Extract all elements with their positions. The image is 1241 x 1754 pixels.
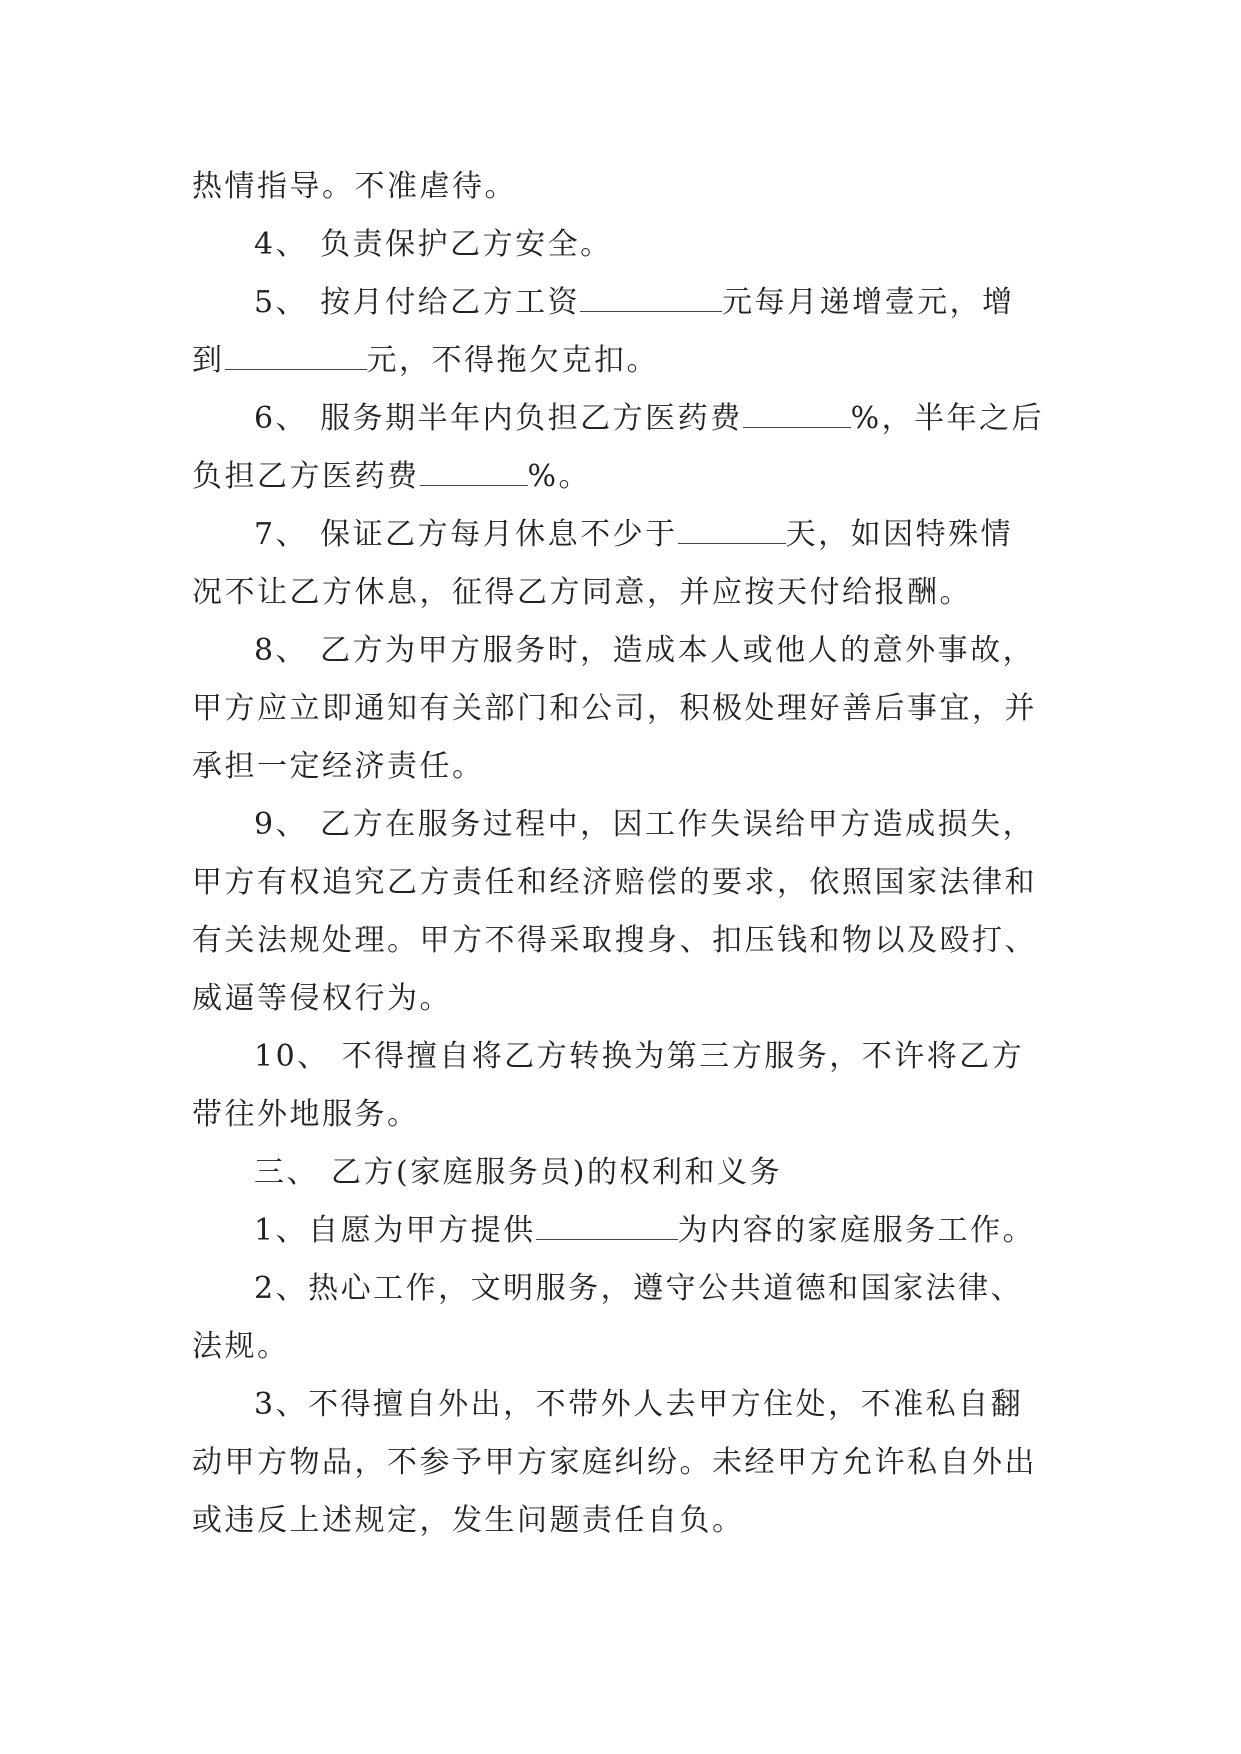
fill-blank: [225, 347, 367, 370]
text-line: [192, 448, 1072, 506]
text-line: 甲方有权追究乙方责任和经济赔偿的要求，依照国家法律和: [192, 865, 1037, 900]
text-line: 或违反上述规定，发生问题责任自负。: [192, 1503, 745, 1538]
text-line: 甲方应立即通知有关部门和公司，积极处理好善后事宜，并: [192, 691, 1037, 726]
text-fragment: 5、 按月付给乙方工资: [254, 285, 581, 320]
text-line: 10、 不得擅自将乙方转换为第三方服务，不许将乙方: [254, 1039, 1025, 1074]
section-heading: 三、 乙方(家庭服务员)的权利和义务: [254, 1155, 782, 1190]
text-line: 动甲方物品，不参予甲方家庭纠纷。未经甲方允许私自外出: [192, 1445, 1037, 1480]
fill-blank: [678, 521, 786, 544]
text-fragment: 7、 保证乙方每月休息不少于: [254, 517, 678, 552]
text-fragment: 6、 服务期半年内负担乙方医药费: [254, 401, 743, 436]
text-line: [192, 390, 1072, 448]
text-fragment: 到: [192, 343, 225, 378]
text-fragment: 天，如因特殊情: [785, 517, 1014, 552]
text-line: 8、 乙方为甲方服务时，造成本人或他人的意外事故，: [254, 633, 1036, 668]
text-line: [192, 332, 1072, 390]
text-line: 况不让乙方休息，征得乙方同意，并应按天付给报酬。: [192, 575, 972, 610]
text-fragment: 1、自愿为甲方提供: [254, 1213, 536, 1248]
text-line: [192, 1202, 1072, 1260]
text-fragment: 负担乙方医药费: [192, 459, 420, 494]
text-line: [192, 506, 1072, 564]
text-line: 热情指导。不准虐待。: [192, 169, 517, 204]
text-line: 2、热心工作，文明服务，遵守公共道德和国家法律、: [254, 1271, 1024, 1306]
text-fragment: 元每月递增壹元，增: [722, 285, 1015, 320]
fill-blank: [536, 1217, 678, 1240]
text-fragment: %。: [527, 459, 592, 494]
text-line: 3、不得擅自外出，不带外人去甲方住处，不准私自翻: [254, 1387, 1024, 1422]
fill-blank: [420, 463, 528, 486]
text-line: 法规。: [192, 1329, 290, 1364]
fill-blank: [743, 405, 851, 428]
text-fragment: 元，不得拖欠克扣。: [366, 343, 659, 378]
document-body: [192, 158, 1072, 1550]
text-line: 带往外地服务。: [192, 1097, 420, 1132]
fill-blank: [580, 289, 722, 312]
text-line: 4、 负责保护乙方安全。: [254, 227, 613, 262]
text-fragment: %，半年之后: [850, 401, 1045, 436]
text-line: 威逼等侵权行为。: [192, 981, 452, 1016]
text-line: 承担一定经济责任。: [192, 749, 485, 784]
text-line: 有关法规处理。甲方不得采取搜身、扣压钱和物以及殴打、: [192, 923, 1037, 958]
text-fragment: 为内容的家庭服务工作。: [677, 1213, 1036, 1248]
text-line: [192, 274, 1072, 332]
text-line: 9、 乙方在服务过程中，因工作失误给甲方造成损失，: [254, 807, 1036, 842]
